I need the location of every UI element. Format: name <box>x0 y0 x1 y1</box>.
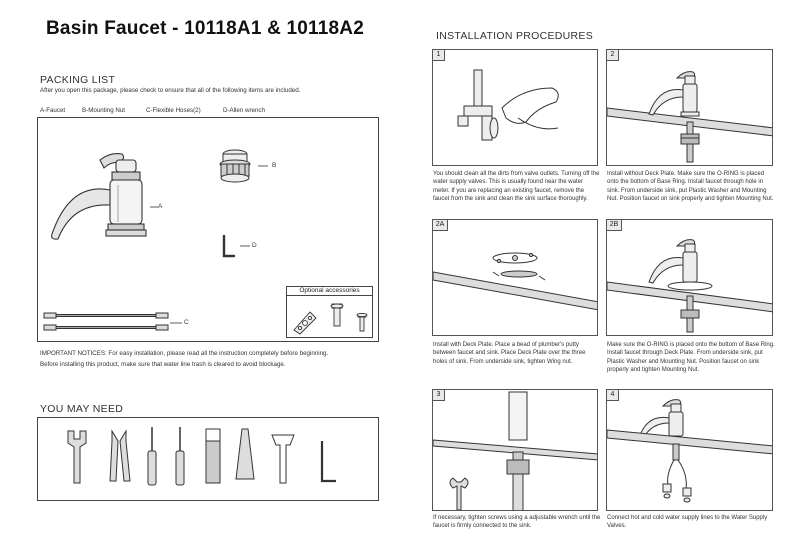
step-4-caption: Connect hot and cold water supply lines to the Water Supply Valves. <box>607 515 768 530</box>
brush-icon <box>206 429 220 483</box>
item-faucet: A-Faucet <box>40 107 66 114</box>
putty-tube-icon <box>236 429 254 479</box>
allen-key-icon <box>322 441 336 481</box>
label-a: A <box>158 203 163 210</box>
step-1-number: 1 <box>433 50 445 61</box>
packing-list-subtitle: After you open this package, please check to ensure that all of the following items are included. <box>40 87 301 94</box>
label-b-line <box>258 164 270 168</box>
step-3-caption: If necessary, tighten screws using a adjustable wrench until the faucet is firmly connected to the sink. <box>433 515 601 530</box>
tools-illustration <box>60 425 360 495</box>
step-3-panel <box>432 389 598 511</box>
item-allen-wrench: D-Allen wrench <box>223 107 265 114</box>
step-2a-number: 2A <box>433 220 448 231</box>
step-2b-illustration <box>607 232 773 336</box>
label-c: C <box>184 319 189 326</box>
step-4-panel <box>606 389 773 511</box>
faucet-illustration <box>40 150 163 270</box>
label-c-line <box>170 321 184 325</box>
step-2b-panel <box>606 219 773 336</box>
item-mounting-nut: B-Mounting Nut <box>82 107 125 114</box>
step-2a-panel <box>432 219 598 336</box>
step-2-caption: Install without Deck Plate. Make sure the O-RING is placed onto the bottom of Base Ring. Install faucet through hole in sink. From underside sink, put Plastic Washer and Mounting Nut. Position faucet on sink properly and tighten Mounting Nut. <box>607 171 774 202</box>
step-3-number: 3 <box>433 390 445 401</box>
step-4-number: 4 <box>607 390 619 401</box>
optional-accessories-illustration <box>288 298 372 336</box>
step-3-illustration <box>433 390 598 511</box>
basin-wrench-icon <box>272 435 294 483</box>
step-2b-number: 2B <box>607 220 622 231</box>
optional-accessories-heading: Optional accessories <box>299 287 360 294</box>
adjustable-wrench-icon <box>68 431 86 483</box>
important-notice-line2: Before installing this product, make sure that water line trash is cleared to avoid blockage. <box>40 361 286 368</box>
step-2a-illustration <box>433 232 598 336</box>
step-2a-caption: Install with Deck Plate. Place a bead of plumber's putty between faucet and sink. Place Deck Plate over the three holes of sink. From underside sink, tighten Wing nut. <box>433 342 586 365</box>
label-d: D <box>252 242 257 249</box>
label-d-line <box>240 244 252 248</box>
step-2-number: 2 <box>607 50 619 61</box>
step-1-illustration <box>458 68 578 158</box>
step-1-panel <box>432 49 598 166</box>
step-2-illustration <box>607 62 773 166</box>
installation-heading: INSTALLATION PROCEDURES <box>436 30 594 42</box>
item-flexible-hoses: C-Flexible Hoses(2) <box>146 107 201 114</box>
phillips-screwdriver-icon <box>176 427 184 485</box>
allen-wrench-illustration <box>220 234 250 264</box>
step-1-caption: You should clean all the dirts from valve outlets. Turning off the water supply valves. This is usually found near the water meter. If you are replacing an existing faucet, remove the faucet from the sink and clean the sink surface thoroughly. <box>433 171 600 202</box>
label-b: B <box>272 162 277 169</box>
step-2b-caption: Make sure the O-RING is placed onto the bottom of Base Ring. Install faucet through Deck Plate. From underside sink, put Plastic Washer and Mounting Nut. Position faucet on sink properly and tighten Mounting Nut. <box>607 342 775 373</box>
step-2-panel <box>606 49 773 166</box>
flexible-hoses-illustration <box>42 310 172 334</box>
important-notice-line1: IMPORTANT NOTICES: For easy installation, please read all the instruction completely before beginning. <box>40 350 329 357</box>
document-title: Basin Faucet - 10118A1 & 10118A2 <box>46 18 364 39</box>
step-4-illustration <box>607 390 773 511</box>
screwdriver-icon <box>148 427 156 485</box>
packing-list-heading: PACKING LIST <box>40 74 116 86</box>
pliers-icon <box>110 431 130 481</box>
mounting-nut-illustration <box>215 148 265 188</box>
you-may-need-heading: YOU MAY NEED <box>40 403 124 415</box>
